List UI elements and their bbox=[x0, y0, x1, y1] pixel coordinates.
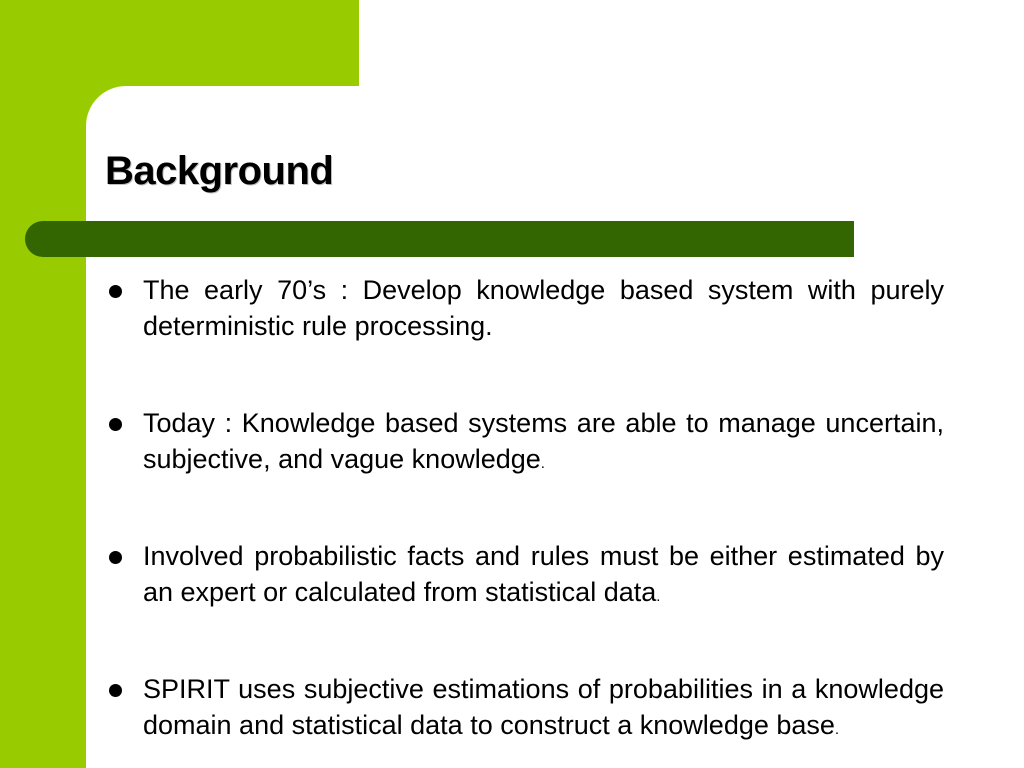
bullet-text: Involved probabilistic facts and rules must be either estimated by an expert or calculated from statistical data bbox=[143, 541, 944, 607]
bullet-dot-icon bbox=[109, 285, 122, 298]
bullet-dot-icon bbox=[109, 684, 122, 697]
title-underline-bar bbox=[25, 221, 854, 257]
bullet-trailing-period: . bbox=[540, 455, 545, 472]
bullet-list bbox=[105, 272, 944, 748]
bullet-dot-icon bbox=[109, 551, 122, 564]
bullet-dot-icon bbox=[109, 418, 122, 431]
bullet-text: The early 70’s : Develop knowledge based system with purely deterministic rule processing. bbox=[143, 275, 944, 341]
bullet-item bbox=[105, 671, 944, 748]
bullet-text: SPIRIT uses subjective estimations of probabilities in a knowledge domain and statistical data to construct a knowledge base bbox=[143, 674, 944, 740]
slide-title: Background bbox=[105, 149, 334, 193]
bullet-item bbox=[105, 272, 944, 349]
bullet-text: Today : Knowledge based systems are able to manage uncertain, subjective, and vague knowledge bbox=[143, 408, 944, 474]
bullet-item bbox=[105, 405, 944, 482]
bullet-trailing-period: . bbox=[656, 588, 661, 605]
bullet-item bbox=[105, 538, 944, 615]
bullet-trailing-period: . bbox=[834, 721, 840, 738]
